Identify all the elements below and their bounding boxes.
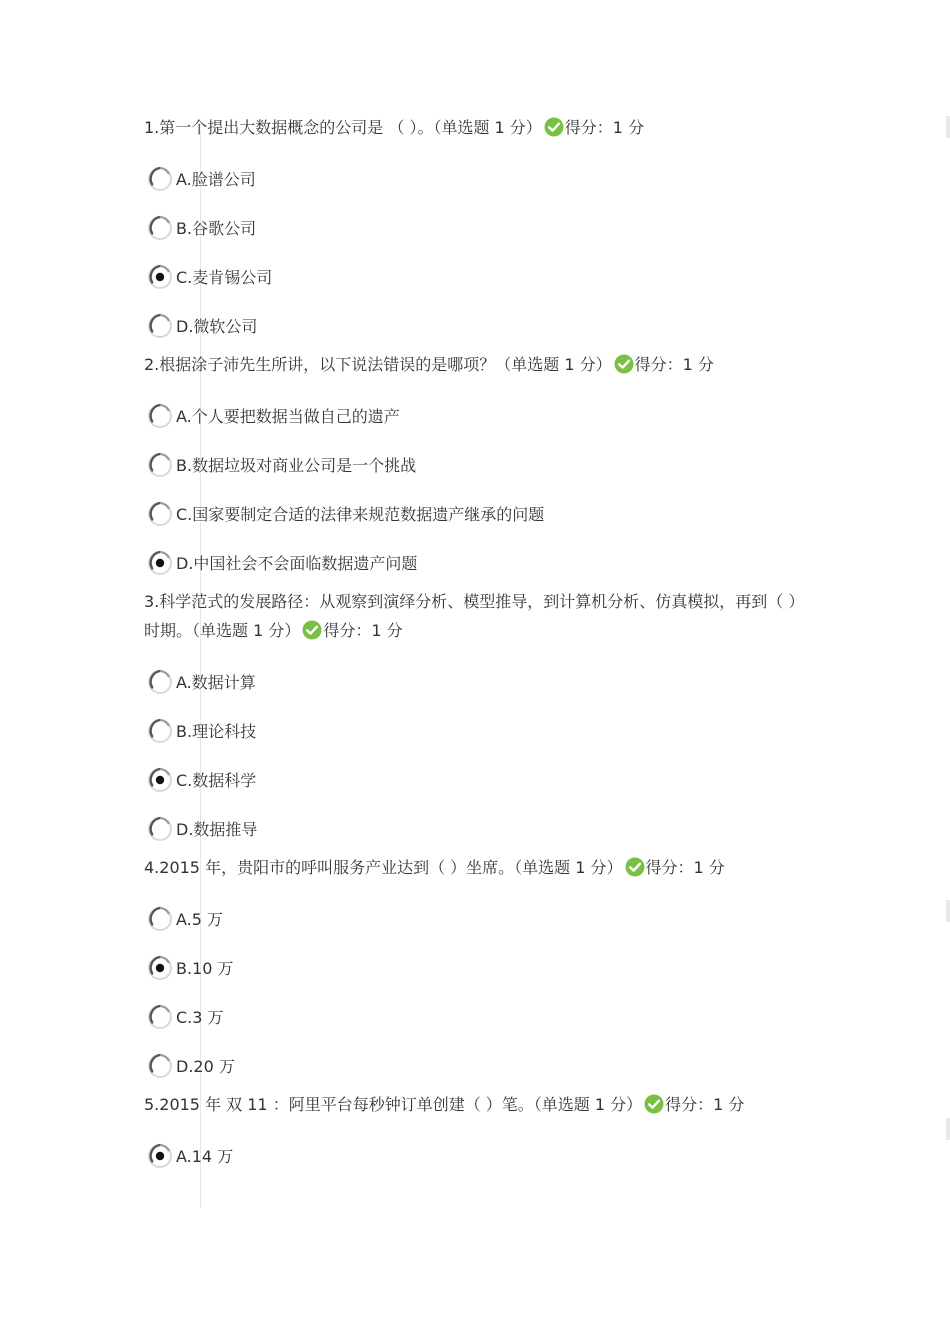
option-label: A.个人要把数据当做自己的遗产 (176, 407, 400, 426)
check-circle-icon (614, 354, 634, 374)
option-label: A.5 万 (176, 910, 224, 929)
answer-option[interactable] (144, 538, 804, 587)
radio-unselected-icon[interactable] (147, 313, 173, 339)
question-score: 得分：1 分 (665, 1095, 745, 1114)
answer-option[interactable] (144, 489, 804, 538)
radio-unselected-icon[interactable] (147, 501, 173, 527)
question-1 (144, 113, 804, 350)
question-score: 得分：1 分 (323, 621, 403, 640)
option-label: A.14 万 (176, 1147, 234, 1166)
option-label: C.数据科学 (176, 771, 257, 790)
question-text (144, 1090, 804, 1119)
question-prompt: 5.2015 年 双 11 ：阿里平台每秒钟订单创建（ ）笔。（单选题 1 分） (144, 1095, 643, 1114)
answer-option[interactable] (144, 755, 804, 804)
answer-option[interactable] (144, 943, 804, 992)
question-score: 得分：1 分 (634, 355, 714, 374)
question-prompt: 1.第一个提出大数据概念的公司是 （ ）。（单选题 1 分） (144, 118, 542, 137)
question-score: 得分：1 分 (564, 118, 645, 137)
question-prompt: 2.根据涂子沛先生所讲，以下说法错误的是哪项？（单选题 1 分） (144, 355, 612, 374)
answer-option[interactable] (144, 252, 804, 301)
radio-selected-icon[interactable] (147, 550, 173, 576)
question-prompt: 4.2015 年，贵阳市的呼叫服务产业达到（ ）坐席。（单选题 1 分） (144, 858, 623, 877)
edge-mark (946, 116, 950, 138)
question-2 (144, 350, 804, 587)
question-text (144, 350, 804, 379)
question-prompt: 3.科学范式的发展路径：从观察到演绎分析、模型推导，到计算机分析、仿真模拟，再到（ ）时期。（单选题 1 分） (144, 592, 797, 640)
question-list (144, 113, 804, 1180)
radio-unselected-icon[interactable] (147, 166, 173, 192)
option-label: D.微软公司 (176, 317, 258, 336)
answer-option[interactable] (144, 706, 804, 755)
radio-unselected-icon[interactable] (147, 1053, 173, 1079)
radio-unselected-icon[interactable] (147, 1004, 173, 1030)
question-4 (144, 853, 804, 1090)
radio-unselected-icon[interactable] (147, 906, 173, 932)
question-score: 得分：1 分 (645, 858, 725, 877)
radio-selected-icon[interactable] (147, 955, 173, 981)
option-label: B.谷歌公司 (176, 219, 257, 238)
answer-option[interactable] (144, 1131, 804, 1180)
radio-unselected-icon[interactable] (147, 215, 173, 241)
radio-unselected-icon[interactable] (147, 816, 173, 842)
question-text (144, 853, 804, 882)
answer-option[interactable] (144, 154, 804, 203)
answer-option[interactable] (144, 657, 804, 706)
option-label: D.数据推导 (176, 820, 258, 839)
answer-option[interactable] (144, 301, 804, 350)
answer-option[interactable] (144, 992, 804, 1041)
radio-unselected-icon[interactable] (147, 718, 173, 744)
question-5 (144, 1090, 804, 1180)
option-label: B.理论科技 (176, 722, 257, 741)
option-label: B.10 万 (176, 959, 234, 978)
option-label: C.国家要制定合适的法律来规范数据遗产继承的问题 (176, 505, 545, 524)
answer-option[interactable] (144, 203, 804, 252)
radio-unselected-icon[interactable] (147, 669, 173, 695)
question-text (144, 587, 804, 645)
radio-selected-icon[interactable] (147, 1143, 173, 1169)
option-label: A.脸谱公司 (176, 170, 256, 189)
option-label: B.数据垃圾对商业公司是一个挑战 (176, 456, 417, 475)
radio-unselected-icon[interactable] (147, 403, 173, 429)
answer-option[interactable] (144, 391, 804, 440)
option-label: D.20 万 (176, 1057, 235, 1076)
answer-option[interactable] (144, 804, 804, 853)
question-3 (144, 587, 804, 853)
option-label: C.3 万 (176, 1008, 224, 1027)
check-circle-icon (625, 857, 645, 877)
option-label: A.数据计算 (176, 673, 256, 692)
edge-mark (946, 900, 950, 922)
check-circle-icon (644, 1094, 664, 1114)
check-circle-icon (302, 620, 322, 640)
radio-unselected-icon[interactable] (147, 452, 173, 478)
option-label: D.中国社会不会面临数据遗产问题 (176, 554, 418, 573)
radio-selected-icon[interactable] (147, 264, 173, 290)
option-label: C.麦肯锡公司 (176, 268, 273, 287)
answer-option[interactable] (144, 440, 804, 489)
radio-selected-icon[interactable] (147, 767, 173, 793)
question-text (144, 113, 804, 142)
answer-option[interactable] (144, 894, 804, 943)
edge-mark (946, 1118, 950, 1140)
answer-option[interactable] (144, 1041, 804, 1090)
check-circle-icon (544, 117, 564, 137)
